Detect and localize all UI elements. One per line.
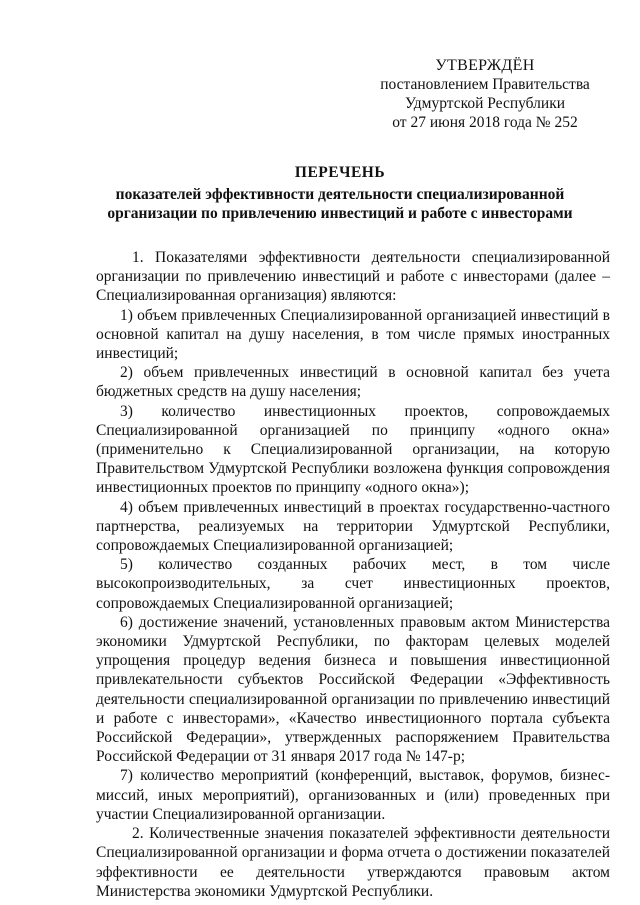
title-main: ПЕРЕЧЕНЬ [294,164,386,181]
document-body [96,248,610,901]
title-subtitle-line-2: организации по привлечению инвестиций и работе с инвесторами [107,205,573,222]
list-item-4: 4) объем привлеченных инвестиций в проектах государственно-частного партнерства, реализуемых на территории Удмуртской Республики, сопровождаемых Специализированной организацией; [96,498,610,555]
approval-stamp [370,56,600,132]
title-subtitle-line-1: показателей эффективности деятельности специализированной [115,186,565,203]
approval-line-3: Удмуртской Республики [404,95,566,112]
document-title [80,163,600,223]
paragraph-2: 2. Количественные значения показателей эффективности деятельности Специализированной организации и форма отчета о достижении показателей эффективности ее деятельности утверждаются правовым актом Министерства экономики Удмуртской Республики. [96,825,610,900]
list-item-5: 5) количество созданных рабочих мест, в том числе высокопроизводительных, за счет инвестиционных проектов, сопровождаемых Специализированной организацией; [96,556,610,612]
list-item-6: 6) достижение значений, установленных правовым актом Министерства экономики Удмуртской Республики, по факторам целевых моделей упрощения процедур ведения бизнеса и повышения инвестиционной привлекательности субъектов Российской Федерации «Эффективность деятельности специализированной организации по привлечению инвестиций и работе с инвесторами», «Качество инвестиционного портала субъекта Российской Федерации», утвержденных распоряжением Правительства Российской Федерации от 31 января 2017 года № 147-р; [96,613,610,766]
approval-line-4: от 27 июня 2018 года № 252 [392,114,578,131]
list-item-2: 2) объем привлеченных инвестиций в основной капитал без учета бюджетных средств на душу населения; [96,364,610,401]
paragraph-1: 1. Показателями эффективности деятельности специализированной организации по привлечению инвестиций и работе с инвесторами (далее – Специализированная организация) являются: [96,249,610,305]
list-item-3: 3) количество инвестиционных проектов, сопровождаемых Специализированной организацией по принципу «одного окна» (применительно к Специализированной организации, на которую Правительством Удмуртской Республики возложена функция сопровождения инвестиционных проектов по принципу «одного окна»); [96,402,610,497]
list-item-1: 1) объем привлеченных Специализированной организацией инвестиций в основной капитал на душу населения, в том числе прямых иностранных инвестиций; [96,306,610,363]
list-item-7: 7) количество мероприятий (конференций, выставок, форумов, бизнес-миссий, иных мероприятий), организованных и (или) проведенных при участии Специализированной организации. [96,767,610,823]
approval-heading: УТВЕРЖДЁН [435,57,535,74]
approval-line-2: постановлением Правительства [380,76,590,93]
